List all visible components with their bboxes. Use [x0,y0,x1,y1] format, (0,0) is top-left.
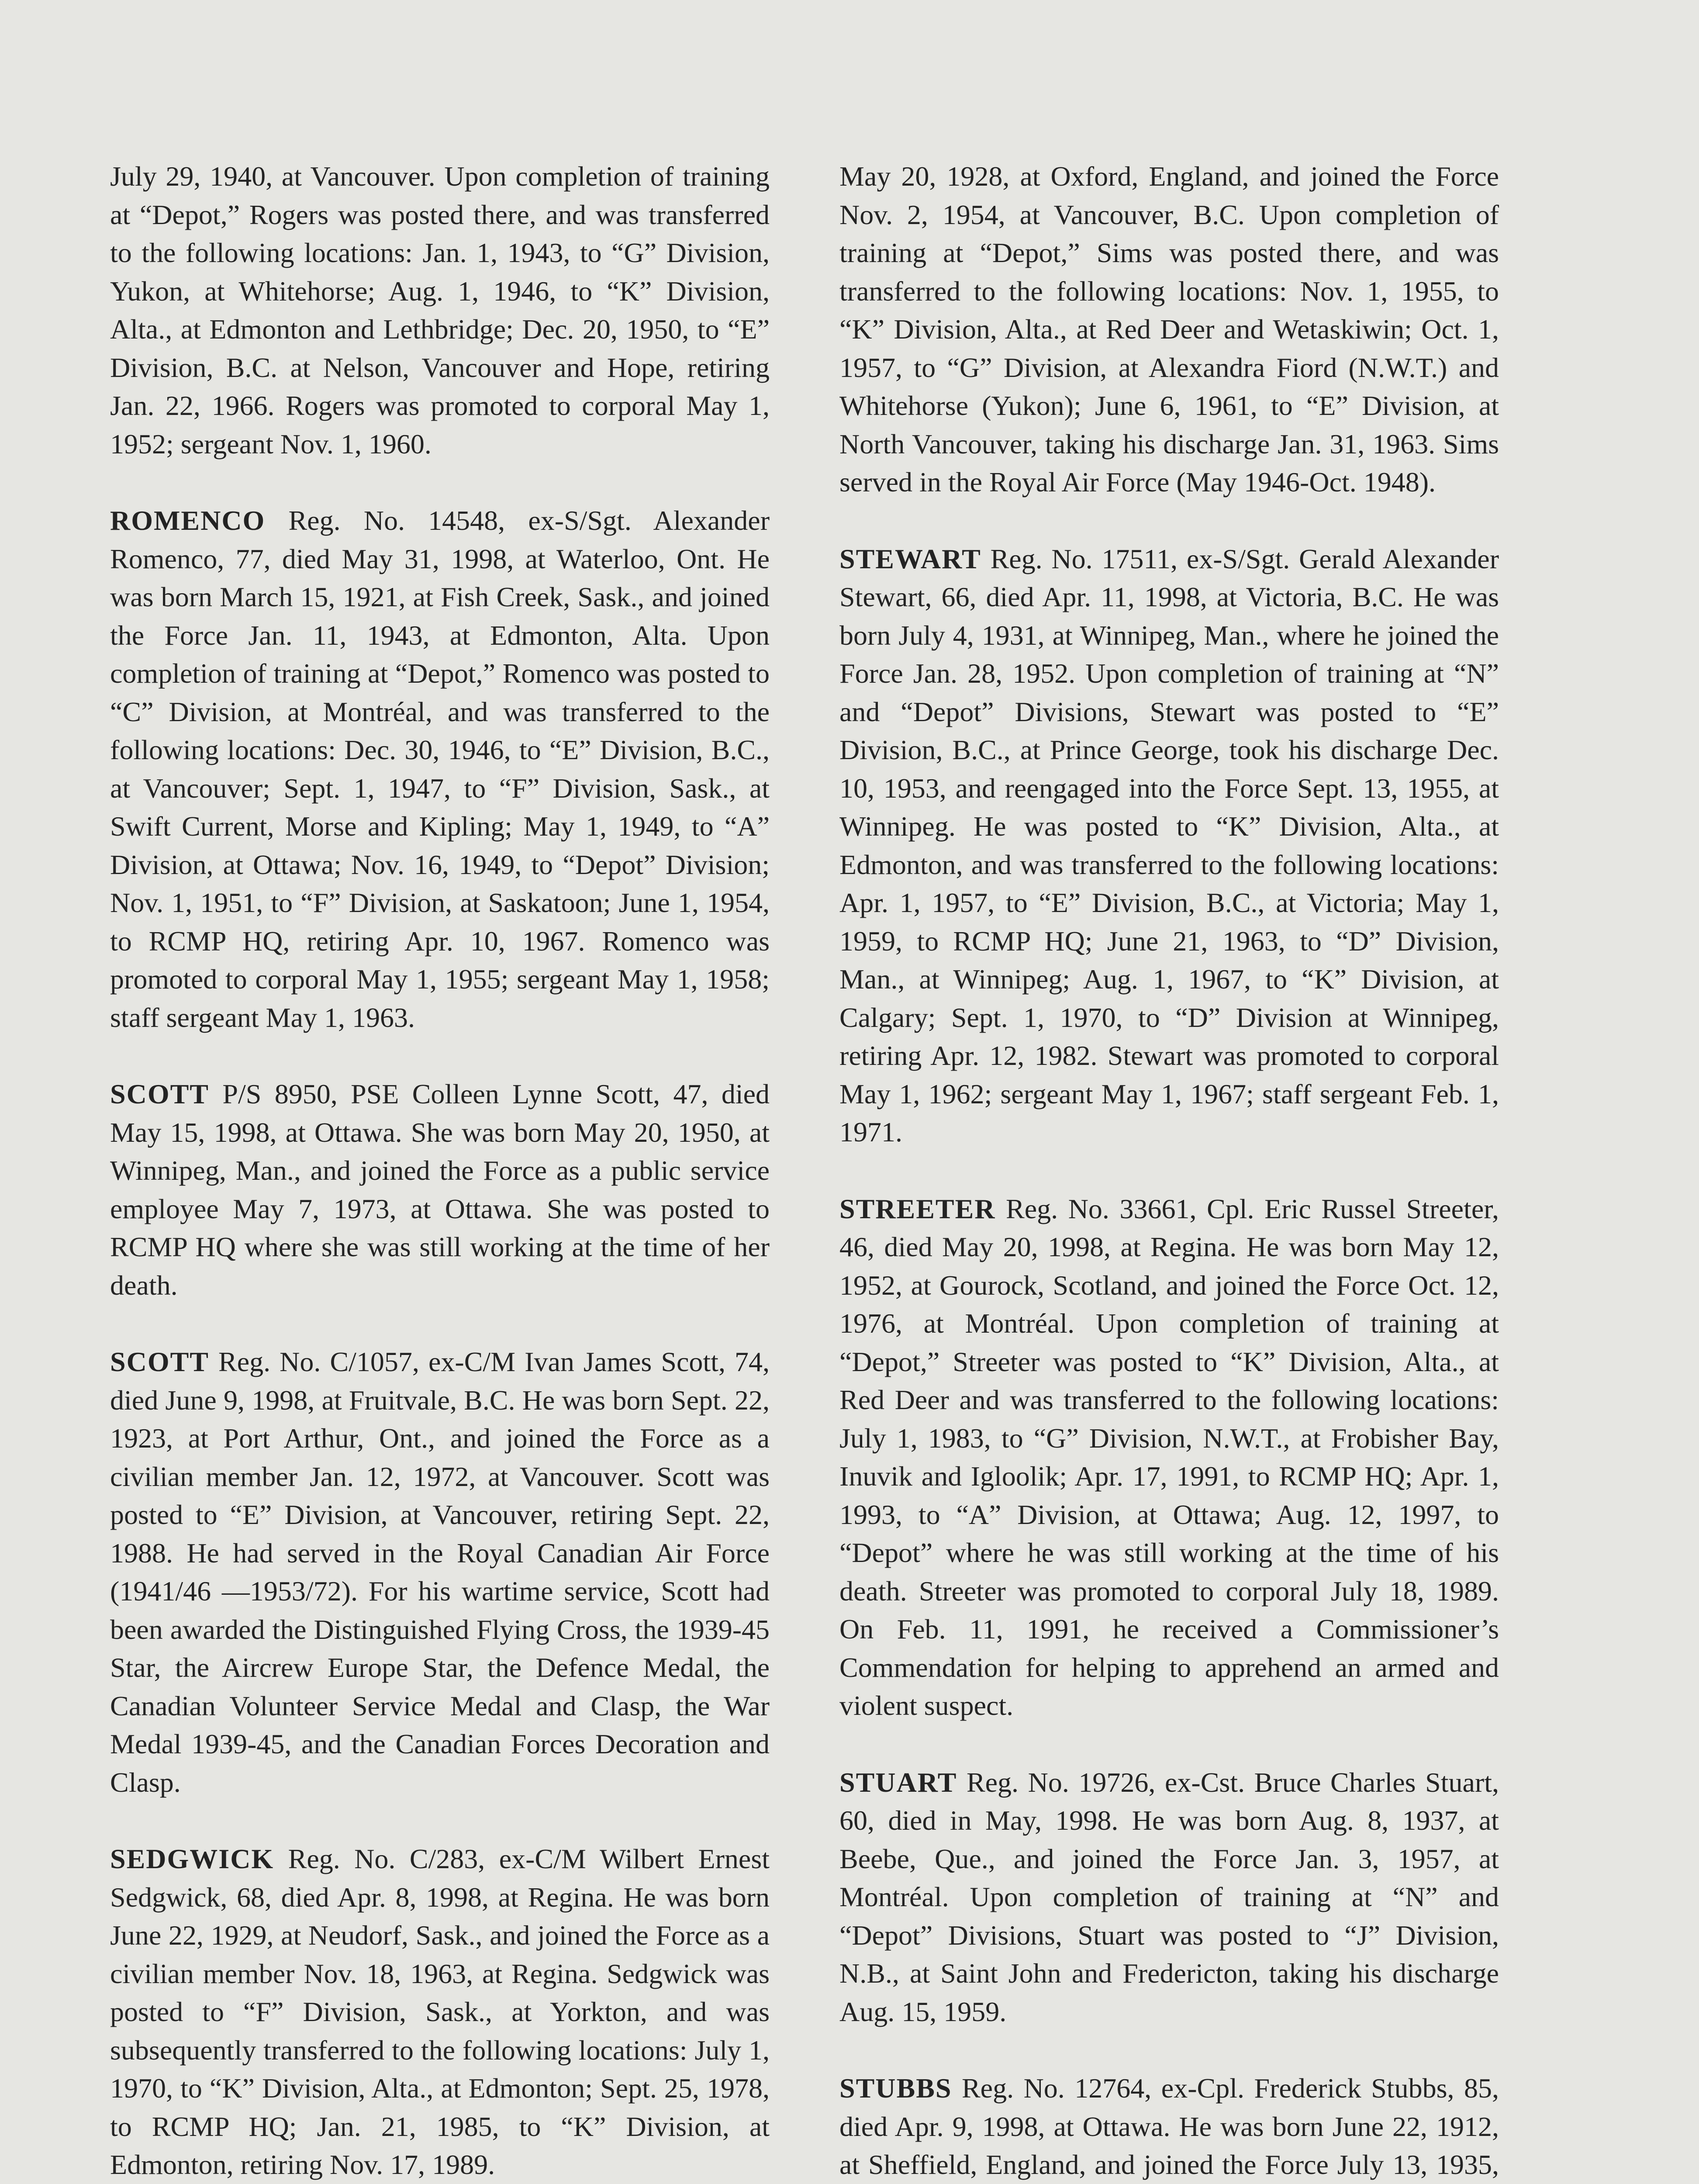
entry-text: Reg. No. 12764, ex-Cpl. Frederick Stubbs, 85, died Apr. 9, 1998, at Ottawa. He was born June 22, 1912, at Sheffield, England, and joined the Force July 13, 1935, [839,2073,1499,2180]
entry-text: Reg. No. 19726, ex-Cst. Bruce Charles Stuart, 60, died in May, 1998. He was born Aug. 8, 1937, at Beebe, Que., and joined the Force Jan. 3, 1957, at Montréal. Upon completion of training at “N” and “Depot” Divisions, Stuart was posted to “J” Division, N.B., at Saint John and Fredericton, taking his discharge Aug. 15, 1959. [839,1766,1499,2027]
continuation-paragraph: July 29, 1940, at Vancouver. Upon completion of training at “Depot,” Rogers was posted there, and was transferred to the following locations: Jan. 1, 1943, to “G” Division, Yukon, at Whitehorse; Aug. 1, 1946, to “K” Division, Alta., at Edmonton and Lethbridge; Dec. 20, 1950, to “E” Division, B.C. at Nelson, Vancouver and Hope, retiring Jan. 22, 1966. Rogers was promoted to corporal May 1, 1952; sergeant Nov. 1, 1960. [110,161,770,460]
entry-text: P/S 8950, PSE Colleen Lynne Scott, 47, died May 15, 1998, at Ottawa. She was born May 20, 1950, at Winnipeg, Man., and joined the Force as a public service employee May 7, 1973, at Ottawa. She was posted to RCMP HQ where she was still working at the time of her death. [110,1078,770,1301]
entry-text: Reg. No. 14548, ex-S/Sgt. Alexander Romenco, 77, died May 31, 1998, at Waterloo, Ont. He was born March 15, 1921, at Fish Creek, Sask., and joined the Force Jan. 11, 1943, at Edmonton, Alta. Upon completion of training at “Depot,” Romenco was posted to “C” Division, at Montréal, and was transferred to the following locations: Dec. 30, 1946, to “E” Division, B.C., at Vancouver; Sept. 1, 1947, to “F” Division, Sask., at Swift Current, Morse and Kipling; May 1, 1949, to “A” Division, at Ottawa; Nov. 16, 1949, to “Depot” Division; Nov. 1, 1951, to “F” Division, at Saskatoon; June 1, 1954, to RCMP HQ, retiring Apr. 10, 1967. Romenco was promoted to corporal May 1, 1955; sergeant May 1, 1958; staff sergeant May 1, 1963. [110,505,770,1033]
obituary-entry-stubbs [839,2069,1499,2184]
right-column [839,157,1499,2184]
obituary-entry-streeter [839,1190,1499,1725]
obituary-entry-sedgwick [110,1840,770,2184]
surname: SCOTT [110,1078,209,1109]
obituary-entry-scott-ivan [110,1343,770,1801]
surname: SCOTT [110,1346,209,1377]
obituary-entry-scott-colleen [110,1075,770,1304]
surname: STUART [839,1766,957,1798]
entry-text: Reg. No. C/283, ex-C/M Wilbert Ernest Sedgwick, 68, died Apr. 8, 1998, at Regina. He was born June 22, 1929, at Neudorf, Sask., and joined the Force as a civilian member Nov. 18, 1963, at Regina. Sedgwick was posted to “F” Division, Sask., at Yorkton, and was subsequently transferred to the following locations: July 1, 1970, to “K” Division, Alta., at Edmonton; Sept. 25, 1978, to RCMP HQ; Jan. 21, 1985, to “K” Division, at Edmonton, retiring Nov. 17, 1989. [110,1843,770,2180]
entry-text: Reg. No. 33661, Cpl. Eric Russel Streeter, 46, died May 20, 1998, at Regina. He was born May 12, 1952, at Gourock, Scotland, and joined the Force Oct. 12, 1976, at Montréal. Upon completion of training at “Depot,” Streeter was posted to “K” Division, Alta., at Red Deer and was transferred to the following locations: July 1, 1983, to “G” Division, N.W.T., at Frobisher Bay, Inuvik and Igloolik; Apr. 17, 1991, to RCMP HQ; Apr. 1, 1993, to “A” Division, at Ottawa; Aug. 12, 1997, to “Depot” where he was still working at the time of his death. Streeter was promoted to corporal July 18, 1989. On Feb. 11, 1991, he received a Commissioner’s Commendation for helping to apprehend an armed and violent suspect. [839,1193,1499,1721]
surname: ROMENCO [110,505,266,536]
surname: SEDGWICK [110,1843,274,1874]
surname: STREETER [839,1193,996,1224]
entry-text: Reg. No. 17511, ex-S/Sgt. Gerald Alexander Stewart, 66, died Apr. 11, 1998, at Victoria, B.C. He was born July 4, 1931, at Winnipeg, Man., where he joined the Force Jan. 28, 1952. Upon completion of training at “N” and “Depot” Divisions, Stewart was posted to “E” Division, B.C., at Prince George, took his discharge Dec. 10, 1953, and reengaged into the Force Sept. 13, 1955, at Winnipeg. He was posted to “K” Division, Alta., at Edmonton, and was transferred to the following locations: Apr. 1, 1957, to “E” Division, B.C., at Victoria; May 1, 1959, to RCMP HQ; June 21, 1963, to “D” Division, Man., at Winnipeg; Aug. 1, 1967, to “K” Division, at Calgary; Sept. 1, 1970, to “D” Division at Winnipeg, retiring Apr. 12, 1982. Stewart was promoted to corporal May 1, 1962; sergeant May 1, 1967; staff sergeant Feb. 1, 1971. [839,543,1499,1147]
obituary-entry-stewart [839,540,1499,1151]
left-column [110,157,770,2184]
surname: STUBBS [839,2073,952,2104]
continuation-paragraph: May 20, 1928, at Oxford, England, and joined the Force Nov. 2, 1954, at Vancouver, B.C. Upon completion of training at “Depot,” Sims was posted there, and was transferred to the following locations: Nov. 1, 1955, to “K” Division, Alta., at Red Deer and Wetaskiwin; Oct. 1, 1957, to “G” Division, at Alexandra Fiord (N.W.T.) and Whitehorse (Yukon); June 6, 1961, to “E” Division, at North Vancouver, taking his discharge Jan. 31, 1963. Sims served in the Royal Air Force (May 1946-Oct. 1948). [839,161,1499,498]
obituary-entry-romenco [110,501,770,1037]
surname: STEWART [839,543,981,574]
obituary-entry-stuart [839,1763,1499,2031]
entry-text: Reg. No. C/1057, ex-C/M Ivan James Scott, 74, died June 9, 1998, at Fruitvale, B.C. He was born Sept. 22, 1923, at Port Arthur, Ont., and joined the Force as a civilian member Jan. 12, 1972, at Vancouver. Scott was posted to “E” Division, at Vancouver, retiring Sept. 22, 1988. He had served in the Royal Canadian Air Force (1941/46 —1953/72). For his wartime service, Scott had been awarded the Distinguished Flying Cross, the 1939-45 Star, the Aircrew Europe Star, the Defence Medal, the Canadian Volunteer Service Medal and Clasp, the War Medal 1939-45, and the Canadian Forces Decoration and Clasp. [110,1346,770,1798]
